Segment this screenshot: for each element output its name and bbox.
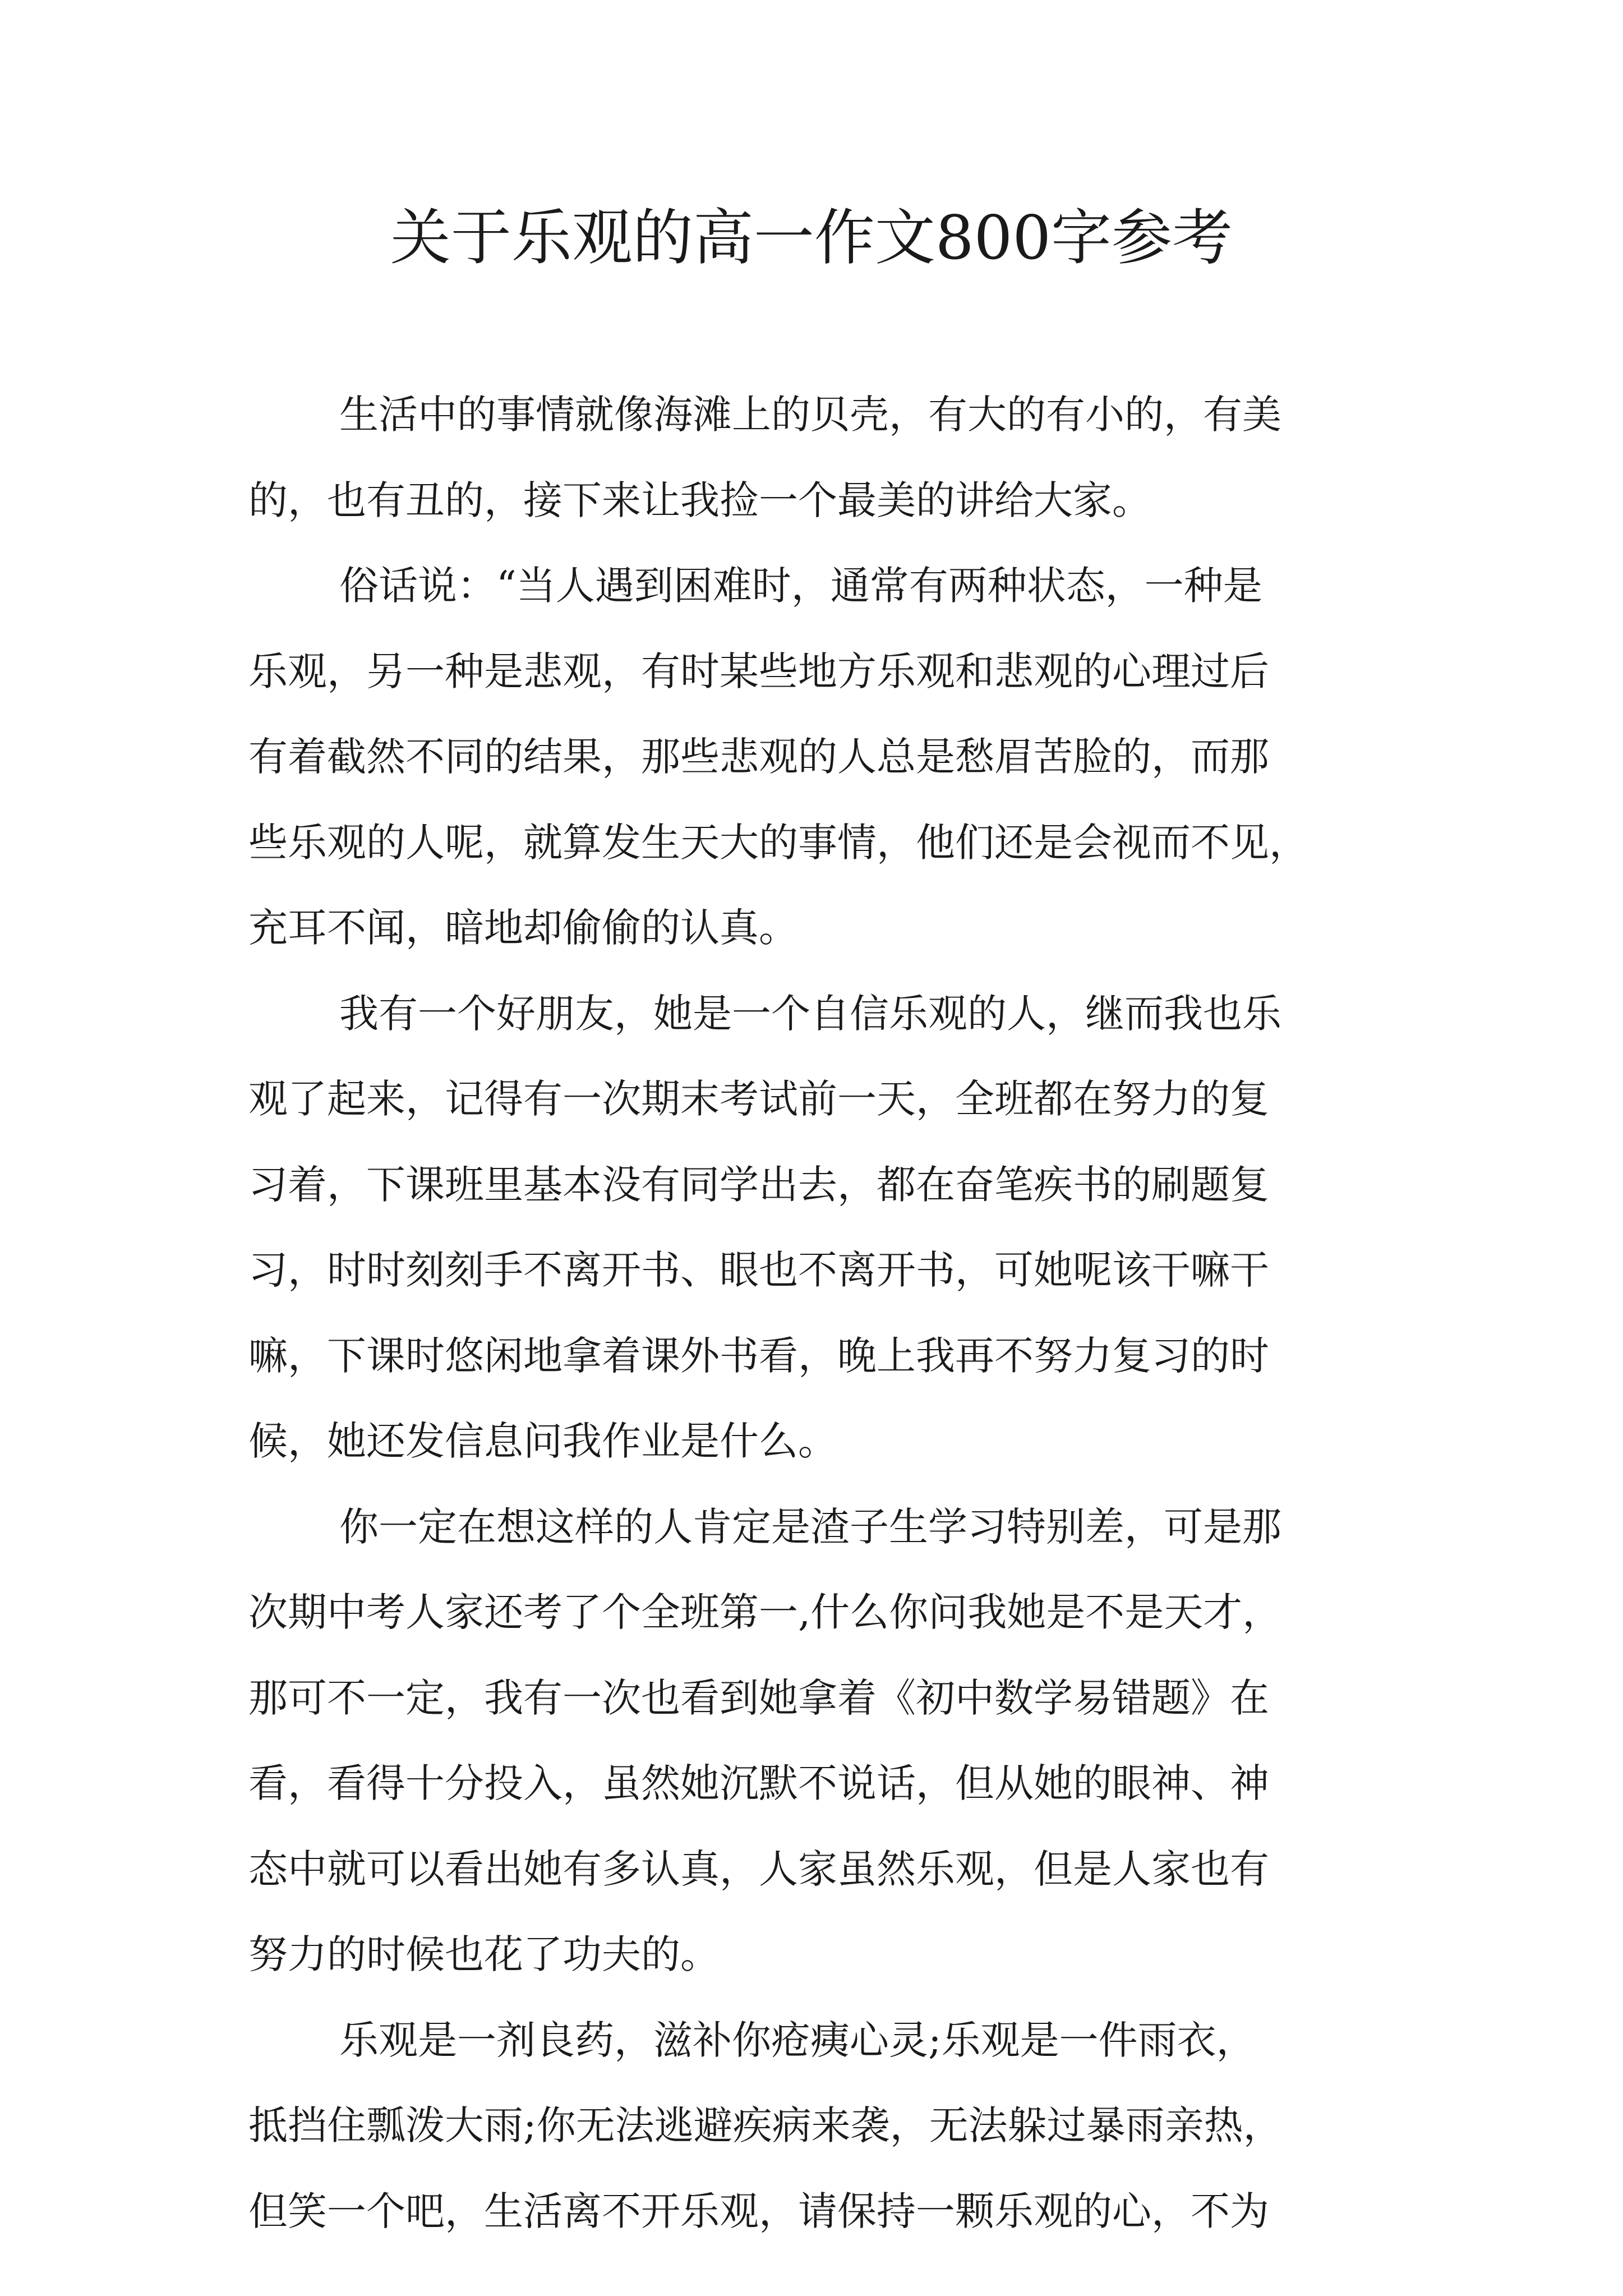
text-line: 观了起来，记得有一次期末考试前一天，全班都在努力的复	[248, 1076, 1269, 1122]
text-line: 习，时时刻刻手不离开书、眼也不离开书，可她呢该干嘛干	[248, 1247, 1269, 1293]
paragraph	[248, 372, 1381, 543]
text-line: 你一定在想这样的人肯定是渣子生学习特别差，可是那	[339, 1503, 1281, 1550]
text-line: 习着，下课班里基本没有同学出去，都在奋笔疾书的刷题复	[248, 1161, 1269, 1208]
text-line: 我有一个好朋友，她是一个自信乐观的人，继而我也乐	[339, 990, 1281, 1037]
text-line: 有着截然不同的结果，那些悲观的人总是愁眉苦脸的，而那	[248, 734, 1269, 780]
text-line: 候，她还发信息问我作业是什么。	[248, 1418, 837, 1464]
paragraph	[248, 1998, 1381, 2254]
text-line: 但笑一个吧，生活离不开乐观，请保持一颗乐观的心，不为	[248, 2188, 1269, 2234]
paragraph	[248, 1484, 1381, 1998]
text-line: 嘛，下课时悠闲地拿着课外书看，晚上我再不努力复习的时	[248, 1332, 1269, 1379]
text-line: 态中就可以看出她有多认真，人家虽然乐观，但是人家也有	[248, 1846, 1269, 1892]
text-line: 些乐观的人呢，就算发生天大的事情，他们还是会视而不见，	[248, 819, 1308, 866]
text-line: 抵挡住瓢泼大雨;你无法逃避疾病来袭，无法躲过暴雨亲热，	[248, 2102, 1283, 2148]
text-line: 乐观，另一种是悲观，有时某些地方乐观和悲观的心理过后	[248, 648, 1269, 694]
text-line: 次期中考人家还考了个全班第一,什么你问我她是不是天才，	[248, 1589, 1282, 1635]
text-line: 看，看得十分投入，虽然她沉默不说话，但从她的眼神、神	[248, 1760, 1269, 1806]
text-line: 努力的时候也花了功夫的。	[248, 1931, 720, 1977]
text-line: 乐观是一剂良药，滋补你疮痍心灵;乐观是一件雨衣，	[339, 2017, 1256, 2063]
text-line: 充耳不闻，暗地却偷偷的认真。	[248, 905, 798, 951]
text-line: 那可不一定，我有一次也看到她拿着《初中数学易错题》在	[248, 1674, 1269, 1721]
text-line: 俗话说：“当人遇到困难时，通常有两种状态，一种是	[339, 563, 1262, 609]
text-line: 生活中的事情就像海滩上的贝壳，有大的有小的，有美	[339, 392, 1281, 438]
paragraph	[248, 971, 1381, 1484]
text-line: 的，也有丑的，接下来让我捡一个最美的讲给大家。	[248, 477, 1151, 523]
paragraph	[248, 543, 1381, 971]
document-title: 关于乐观的高一作文800字参考	[390, 203, 1233, 273]
document-body	[248, 372, 1381, 2254]
